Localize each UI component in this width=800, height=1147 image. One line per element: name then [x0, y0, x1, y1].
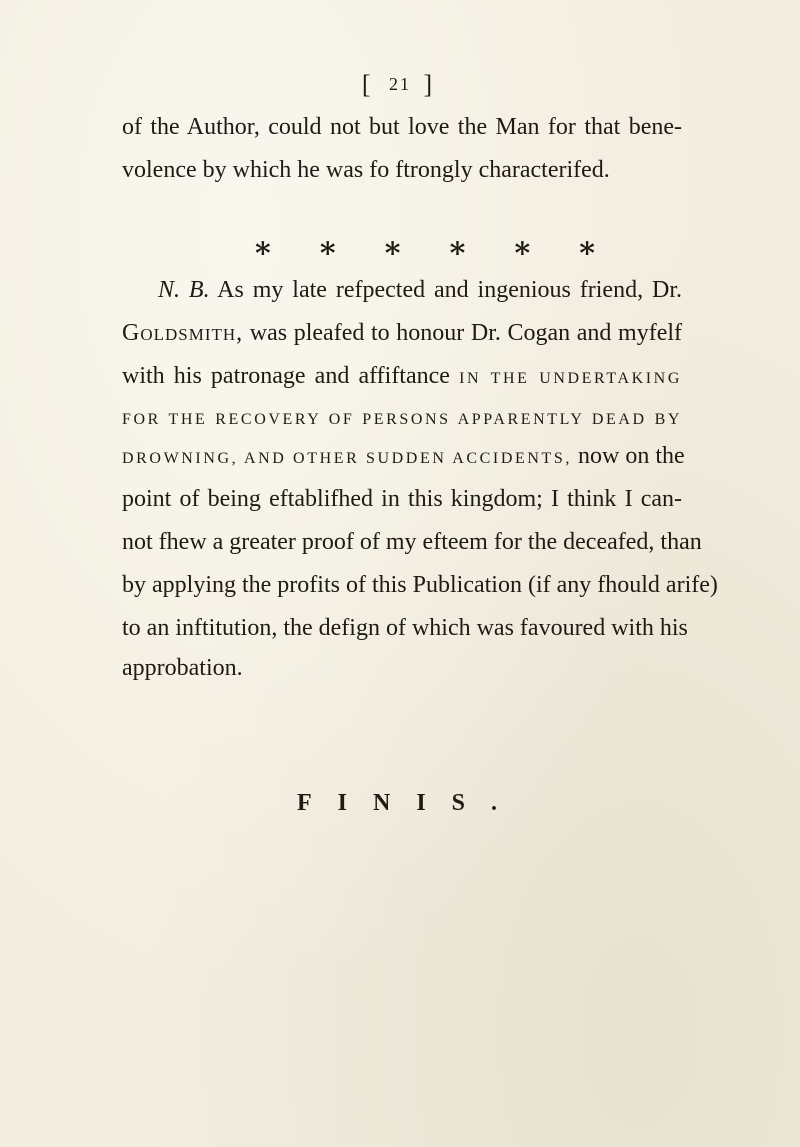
nota-bene: N. B.: [158, 277, 210, 303]
text-line: to an inftitution, the defign of which was favoured with his: [122, 615, 688, 641]
text-line: point of being eftablifhed in this kingdom; I think I can-: [122, 486, 682, 512]
name-goldsmith: Goldsmith,: [122, 320, 244, 346]
finis-heading: FINIS.: [296, 790, 524, 816]
text-line: Goldsmith, was pleafed to honour Dr. Cogan and myfelf: [122, 320, 683, 346]
text-line: N. B. As my late refpected and ingenious friend, Dr.: [158, 277, 682, 303]
text-line: DROWNING, AND OTHER SUDDEN ACCIDENTS, now on the: [122, 443, 685, 469]
bracket-close: ]: [423, 70, 439, 99]
page-number: [0, 70, 800, 100]
text-line: FOR THE RECOVERY OF PERSONS APPARENTLY DEAD BY: [122, 411, 682, 428]
page-number-value: 21: [389, 74, 411, 94]
asterisk-icon: ⁎: [384, 229, 401, 262]
asterisk-icon: ⁎: [319, 229, 336, 262]
asterism-ornament: [255, 228, 595, 263]
asterisk-icon: ⁎: [255, 229, 271, 262]
text-line: by applying the profits of this Publication (if any fhould arife): [122, 572, 718, 598]
asterisk-icon: ⁎: [514, 229, 531, 262]
bracket-open: [: [361, 70, 377, 99]
text-line: approbation.: [122, 655, 243, 681]
text-line: not fhew a greater proof of my efteem for the deceafed, than: [122, 529, 702, 555]
text-line: volence by which he was fo ftrongly characterifed.: [122, 157, 610, 183]
asterisk-icon: ⁎: [449, 229, 466, 262]
text-line: of the Author, could not but love the Man for that bene-: [122, 114, 682, 140]
asterisk-icon: ⁎: [579, 229, 595, 262]
text-line: with his patronage and affiftance IN THE UNDERTAKING: [122, 363, 682, 389]
